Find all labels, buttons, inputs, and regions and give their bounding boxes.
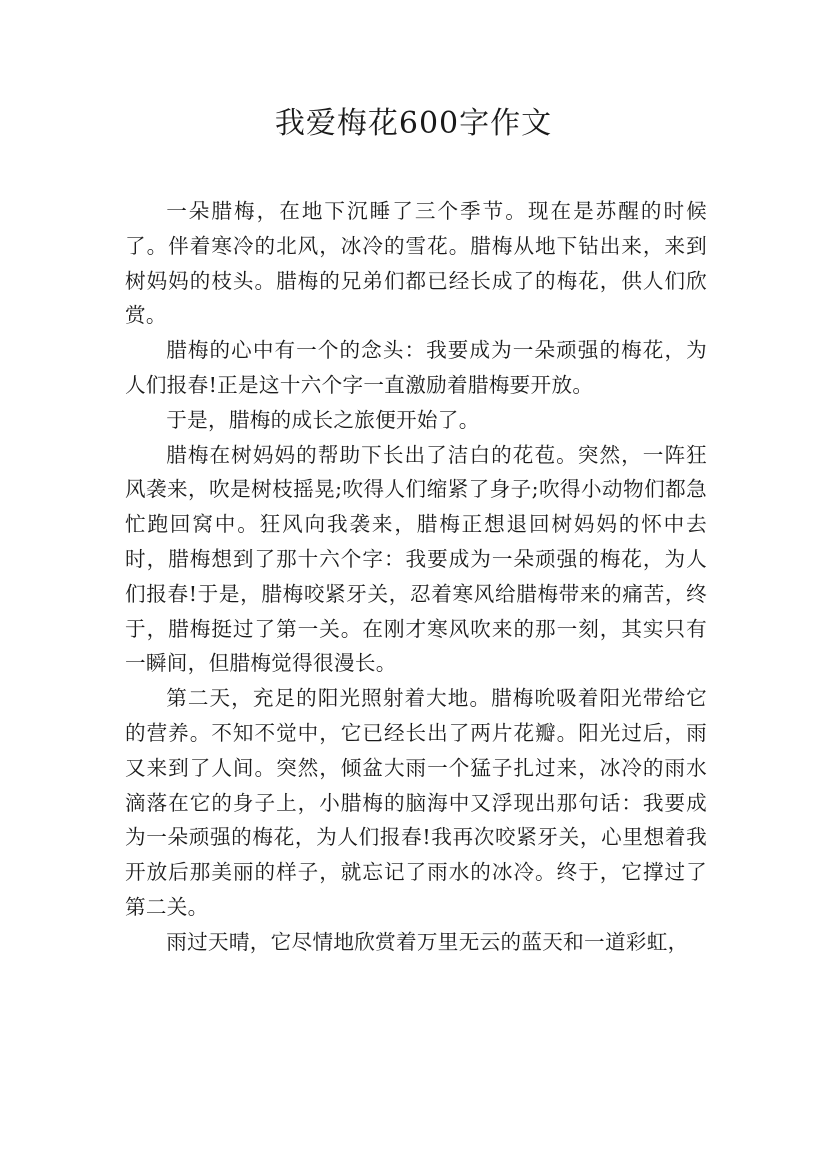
document-body <box>125 194 707 960</box>
paragraph-6: 雨过天晴，它尽情地欣赏着万里无云的蓝天和一道彩虹， <box>166 929 689 954</box>
paragraph-1: 一朵腊梅，在地下沉睡了三个季节。现在是苏醒的时候了。伴着寒冷的北风，冰冷的雪花。腊梅从地下钻出来，来到树妈妈的枝头。腊梅的兄弟们都已经长成了的梅花，供人们欣赏。 <box>125 199 707 328</box>
paragraph-2: 腊梅的心中有一个的念头：我要成为一朵顽强的梅花，为人们报春!正是这十六个字一直激励着腊梅要开放。 <box>125 338 707 397</box>
paragraph-4: 腊梅在树妈妈的帮助下长出了洁白的花苞。突然，一阵狂风袭来，吹是树枝摇晃;吹得人们缩紧了身子;吹得小动物们都急忙跑回窝中。狂风向我袭来，腊梅正想退回树妈妈的怀中去时，腊梅想到了那十六个字：我要成为一朵顽强的梅花，为人们报春!于是，腊梅咬紧牙关，忍着寒风给腊梅带来的痛苦，终于，腊梅挺过了第一关。在刚才寒风吹来的那一刻，其实只有一瞬间，但腊梅觉得很漫长。 <box>125 442 707 676</box>
paragraph-5: 第二天，充足的阳光照射着大地。腊梅吮吸着阳光带给它的营养。不知不觉中，它已经长出了两片花瓣。阳光过后，雨又来到了人间。突然，倾盆大雨一个猛子扎过来，冰冷的雨水滴落在它的身子上，小腊梅的脑海中又浮现出那句话：我要成为一朵顽强的梅花，为人们报春!我再次咬紧牙关，心里想着我开放后那美丽的样子，就忘记了雨水的冰冷。终于，它撑过了第二关。 <box>125 686 707 919</box>
document-title: 我爱梅花600字作文 <box>274 106 553 141</box>
paragraph-3: 于是，腊梅的成长之旅便开始了。 <box>166 407 480 432</box>
